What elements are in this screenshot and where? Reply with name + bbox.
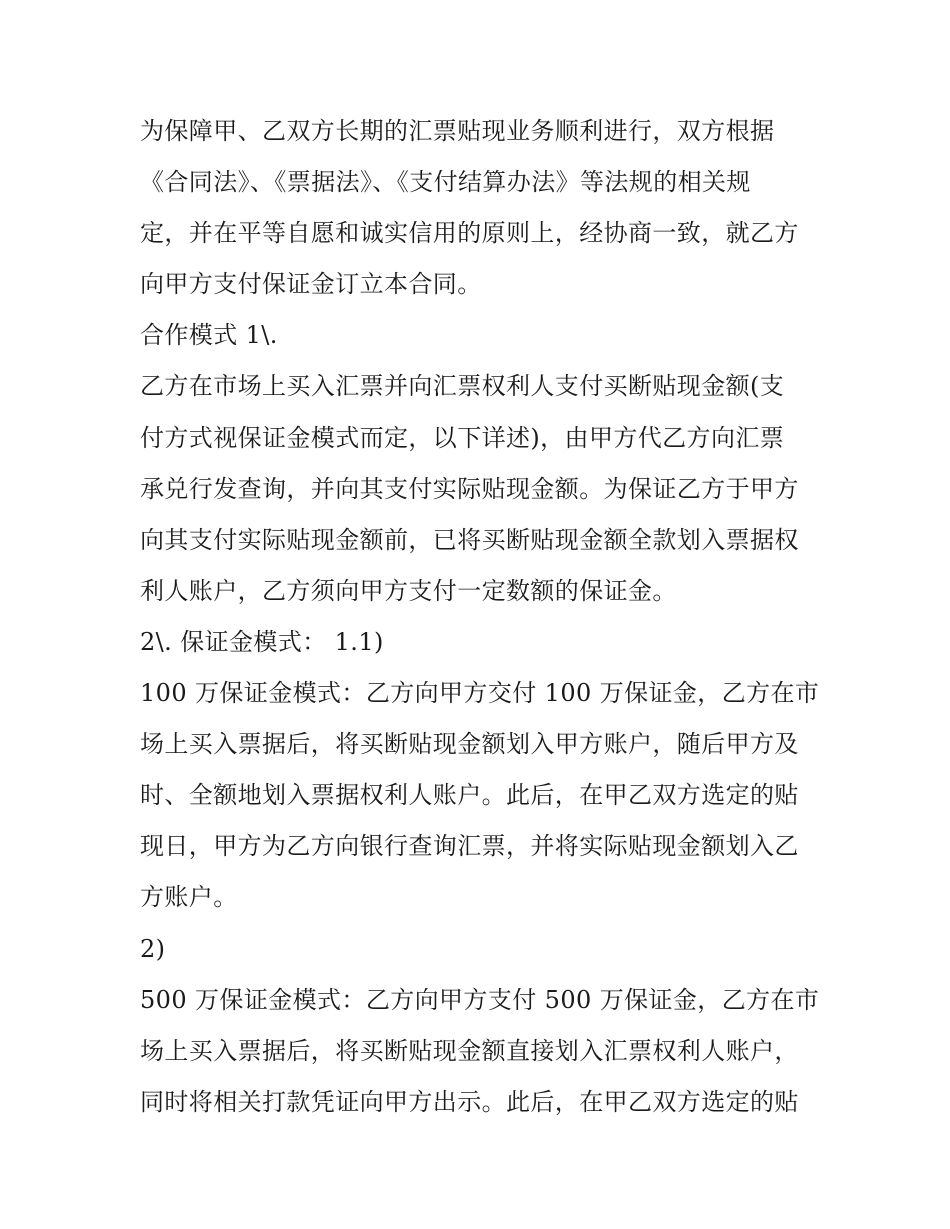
text-line: 向其支付实际贴现金额前，已将买断贴现金额全款划入票据权 <box>140 525 799 554</box>
text-line: 100 万保证金模式：乙方向甲方交付 100 万保证金，乙方在市 <box>140 679 820 708</box>
text-line: 场上买入票据后，将买断贴现金额划入甲方账户，随后甲方及 <box>140 730 799 759</box>
section-heading: 2\. 保证金模式： 1.1) <box>140 627 384 656</box>
text-line: 时、全额地划入票据权利人账户。此后，在甲乙双方选定的贴 <box>140 781 799 810</box>
text-line: 利人账户，乙方须向甲方支付一定数额的保证金。 <box>140 576 677 605</box>
text-line: 500 万保证金模式：乙方向甲方支付 500 万保证金，乙方在市 <box>140 985 820 1014</box>
text-line: 方账户。 <box>140 883 238 912</box>
section-heading: 合作模式 1\. <box>140 321 278 350</box>
document-body <box>140 106 820 1128</box>
list-marker: 2) <box>140 934 166 963</box>
text-line: 为保障甲、乙双方长期的汇票贴现业务顺利进行，双方根据 <box>140 117 775 145</box>
text-line: 《合同法》、《票据法》、《支付结算办法》等法规的相关规 <box>140 168 751 197</box>
text-line: 向甲方支付保证金订立本合同。 <box>140 270 482 299</box>
text-line: 现日，甲方为乙方向银行查询汇票，并将实际贴现金额划入乙 <box>140 832 799 861</box>
text-line: 场上买入票据后，将买断贴现金额直接划入汇票权利人账户， <box>140 1036 799 1065</box>
text-line: 付方式视保证金模式而定，以下详述)，由甲方代乙方向汇票 <box>140 423 785 452</box>
text-line: 定，并在平等自愿和诚实信用的原则上，经协商一致，就乙方 <box>140 219 799 248</box>
text-line: 同时将相关打款凭证向甲方出示。此后，在甲乙双方选定的贴 <box>140 1087 799 1116</box>
text-line: 乙方在市场上买入汇票并向汇票权利人支付买断贴现金额(支 <box>140 372 785 401</box>
text-line: 承兑行发查询，并向其支付实际贴现金额。为保证乙方于甲方 <box>140 474 799 503</box>
